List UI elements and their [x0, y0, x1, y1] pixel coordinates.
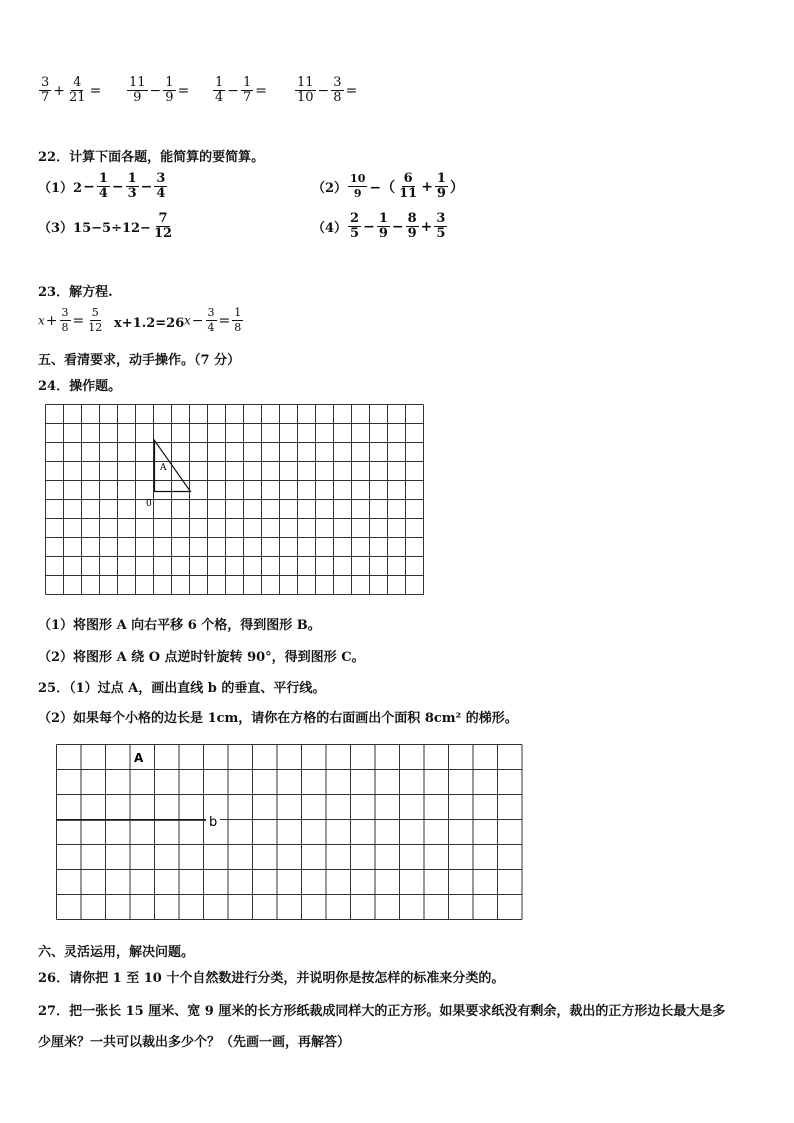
q22-part3: （3）15−5÷12− $\frac{7}{12}$	[38, 211, 173, 241]
section-5-heading: 五、看清要求，动手操作。（7 分）	[38, 353, 241, 368]
q23-equation-3: x− $\frac{3}{4}$ = $\frac{1}{8}$	[184, 306, 242, 334]
fraction: $\frac{1}{7}$	[243, 75, 252, 105]
fraction: $\frac{8}{9}$	[407, 211, 417, 241]
fraction: $\frac{10}{9}$	[350, 172, 366, 200]
q24-title: 24．操作题。	[38, 379, 122, 394]
fraction: $\frac{7}{12}$	[153, 211, 173, 241]
q24-grid	[45, 404, 425, 596]
q24-instruction-2: （2）将图形 A 绕 O 点逆时针旋转 90°，得到图形 C。	[38, 650, 365, 665]
q23-equation-2: x+1.2=26	[114, 316, 185, 331]
fraction: $\frac{1}{4}$	[215, 75, 224, 105]
q22-title: 22．计算下面各题，能简算的要简算。	[38, 150, 265, 165]
q27-text-line-1: 27．把一张长 15 厘米、宽 9 厘米的长方形纸裁成同样大的正方形。如果要求纸没有剩余，裁出的正方形边长最大是多	[38, 1004, 726, 1019]
section-6-heading: 六、灵活运用，解决问题。	[38, 945, 195, 960]
expr-21-1: $\frac{3}{7}$ + $\frac{4}{21}$ =	[41, 75, 102, 105]
q22-part1: （1）2− $\frac{1}{4}$ − $\frac{1}{3}$ − $\frac{3}{4}$	[38, 171, 166, 201]
expr-21-2: $\frac{11}{9}$ − $\frac{1}{9}$ =	[129, 75, 190, 105]
fraction: $\frac{11}{9}$	[129, 75, 146, 105]
point-o-label: 0	[146, 499, 152, 509]
q24-instruction-1: （1）将图形 A 向右平移 6 个格，得到图形 B。	[38, 618, 321, 633]
fraction: $\frac{11}{10}$	[297, 75, 314, 105]
fraction: $\frac{3}{7}$	[41, 75, 50, 105]
point-a-label: A	[134, 751, 144, 765]
fraction: $\frac{1}{9}$	[378, 211, 388, 241]
fraction: $\frac{3}{8}$	[61, 306, 69, 334]
q22-part2: （2） $\frac{10}{9}$ −（ $\frac{6}{11}$ + $\frac{1}{9}$ ）	[312, 171, 464, 201]
line-b-label: b	[209, 815, 218, 830]
q25-grid	[56, 744, 526, 924]
fraction: $\frac{1}{9}$	[165, 75, 174, 105]
fraction: $\frac{3}{5}$	[436, 211, 446, 241]
fraction: $\frac{3}{4}$	[156, 171, 166, 201]
q25-line-1: 25．（1）过点 A，画出直线 b 的垂直、平行线。	[38, 681, 326, 696]
fraction: $\frac{3}{4}$	[207, 306, 215, 334]
fraction: $\frac{3}{8}$	[333, 75, 342, 105]
q27-text-line-2: 少厘米？一共可以裁出多少个？（先画一画，再解答）	[38, 1035, 351, 1050]
q23-title: 23．解方程.	[38, 285, 113, 300]
fraction: $\frac{6}{11}$	[399, 171, 418, 201]
expr-21-3: $\frac{1}{4}$ − $\frac{1}{7}$ =	[215, 75, 268, 105]
fraction: $\frac{1}{9}$	[436, 171, 446, 201]
shape-a-label: A	[160, 463, 167, 473]
fraction: $\frac{2}{5}$	[350, 211, 360, 241]
fraction: $\frac{4}{21}$	[69, 75, 86, 105]
q23-equation-1: x+ $\frac{3}{8}$ = $\frac{5}{12}$	[38, 306, 103, 334]
q22-part4: （4） $\frac{2}{5}$ − $\frac{1}{9}$ − $\frac{8}{9}$ + $\frac{3}{5}$	[312, 211, 446, 241]
fraction: $\frac{1}{3}$	[127, 171, 137, 201]
fraction: $\frac{1}{4}$	[98, 171, 108, 201]
fraction: $\frac{1}{8}$	[234, 306, 242, 334]
q26-text: 26．请你把 1 至 10 十个自然数进行分类，并说明你是按怎样的标准来分类的。	[38, 971, 505, 986]
fraction: $\frac{5}{12}$	[88, 306, 103, 334]
expr-21-4: $\frac{11}{10}$ − $\frac{3}{8}$ =	[297, 75, 358, 105]
q25-line-2: （2）如果每个小格的边长是 1cm，请你在方格的右面画出个面积 8cm² 的梯形。	[38, 711, 518, 726]
